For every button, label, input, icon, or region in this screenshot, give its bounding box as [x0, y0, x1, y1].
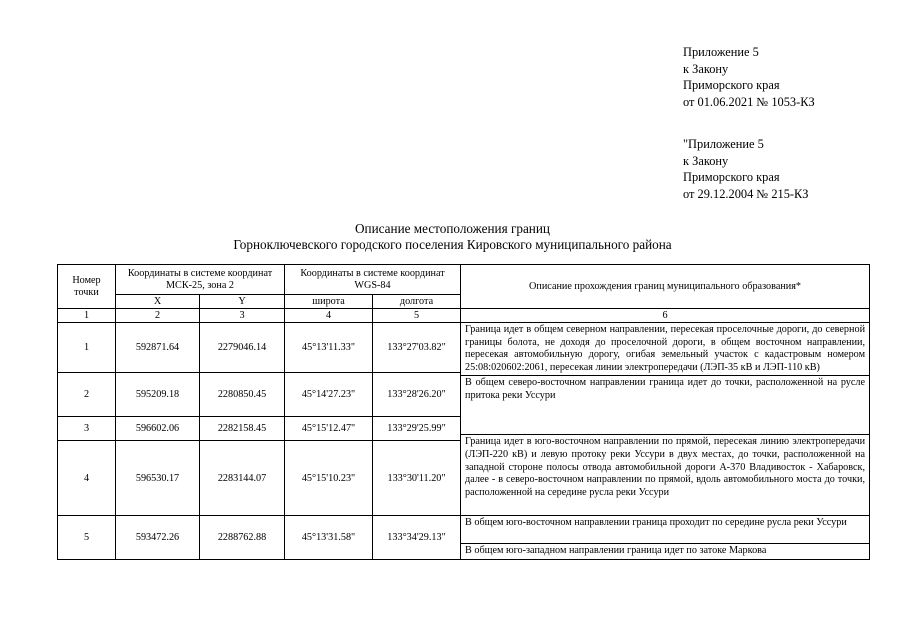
header-lat: широта	[285, 295, 373, 309]
point-number: 1	[58, 323, 116, 373]
column-number: 4	[285, 309, 373, 323]
point-number: 3	[58, 417, 116, 441]
coord-lon: 133°29'25.99"	[373, 417, 461, 441]
coord-lat: 45°15'10.23"	[285, 441, 373, 516]
point-number: 5	[58, 516, 116, 560]
boundary-table	[57, 264, 870, 560]
appendix-new-reference	[683, 44, 815, 110]
coord-lat: 45°15'12.47"	[285, 417, 373, 441]
appendix-line: Приморского края	[683, 78, 780, 92]
point-number: 4	[58, 441, 116, 516]
coord-y: 2283144.07	[200, 441, 285, 516]
document-subtitle: Горноключевского городского поселения Кировского муниципального района	[233, 237, 672, 252]
header-point-no: Номер точки	[58, 265, 116, 309]
coord-lat: 45°13'11.33"	[285, 323, 373, 373]
boundary-description: В общем юго-восточном направлении граница проходит по середине русла реки Уссури	[461, 516, 870, 544]
appendix-line: к Закону	[683, 61, 729, 76]
coord-y: 2288762.88	[200, 516, 285, 560]
coord-lon: 133°28'26.20"	[373, 373, 461, 417]
appendix-line: Приложение 5	[683, 45, 759, 59]
coord-lat: 45°13'31.58"	[285, 516, 373, 560]
column-number: 1	[58, 309, 116, 323]
column-number: 6	[461, 309, 870, 323]
appendix-line: "Приложение 5	[683, 137, 764, 151]
boundary-description: В общем северо-восточном направлении граница идет до точки, расположенной на русле притока реки Уссури	[461, 376, 870, 435]
coord-y: 2280850.45	[200, 373, 285, 417]
coord-lon: 133°30'11.20"	[373, 441, 461, 516]
coord-lon: 133°34'29.13"	[373, 516, 461, 560]
appendix-old-reference	[683, 136, 809, 202]
appendix-line: от 29.12.2004 № 215-КЗ	[683, 186, 809, 201]
header-y: Y	[200, 295, 285, 309]
appendix-line: от 01.06.2021 № 1053-КЗ	[683, 94, 815, 109]
coord-x: 593472.26	[116, 516, 200, 560]
boundary-description: В общем юго-западном направлении граница идет по затоке Маркова	[461, 544, 870, 560]
document-title: Описание местоположения границ	[355, 221, 550, 236]
table-row	[58, 516, 870, 520]
boundary-description: Граница идет в юго-восточном направлении по прямой, пересекая линию электропередачи (ЛЭП-220 кВ) и левую протоку реки Уссури в двух местах, до точки, расположенной на западной стороне полосы отвода автомобильной дороги А-370 Владивосток - Хабаровск, далее - в северо-восточном направлении по прямой, вдоль автомобильного моста до точки, расположенной на середине русла реки Уссури	[461, 435, 870, 516]
column-number: 5	[373, 309, 461, 323]
coord-x: 596602.06	[116, 417, 200, 441]
coord-x: 596530.17	[116, 441, 200, 516]
appendix-line: Приморского края	[683, 170, 780, 184]
header-x: X	[116, 295, 200, 309]
column-number: 2	[116, 309, 200, 323]
header-lon: долгота	[373, 295, 461, 309]
column-number: 3	[200, 309, 285, 323]
column-number-row	[58, 309, 870, 323]
table-row	[58, 323, 870, 373]
header-description: Описание прохождения границ муниципального образования*	[461, 265, 870, 309]
coord-x: 595209.18	[116, 373, 200, 417]
coord-lat: 45°14'27.23"	[285, 373, 373, 417]
coord-lon: 133°27'03.82"	[373, 323, 461, 373]
appendix-line: к Закону	[683, 153, 729, 168]
coord-x: 592871.64	[116, 323, 200, 373]
point-number: 2	[58, 373, 116, 417]
coord-y: 2279046.14	[200, 323, 285, 373]
header-row	[58, 265, 870, 295]
coord-y: 2282158.45	[200, 417, 285, 441]
header-msk: Координаты в системе координат МСК-25, зона 2	[116, 265, 285, 295]
header-wgs: Координаты в системе координат WGS-84	[285, 265, 461, 295]
boundary-description: Граница идет в общем северном направлении, пересекая проселочные дороги, до северной границы болота, не доходя до проселочной дороги, в общем восточном направлении, пересекая автомобильную дорогу, огибая земельный участок с кадастровым номером 25:08:020602:2061, пересекая линии электропередачи (ЛЭП-35 кВ и ЛЭП-110 кВ)	[461, 323, 870, 376]
